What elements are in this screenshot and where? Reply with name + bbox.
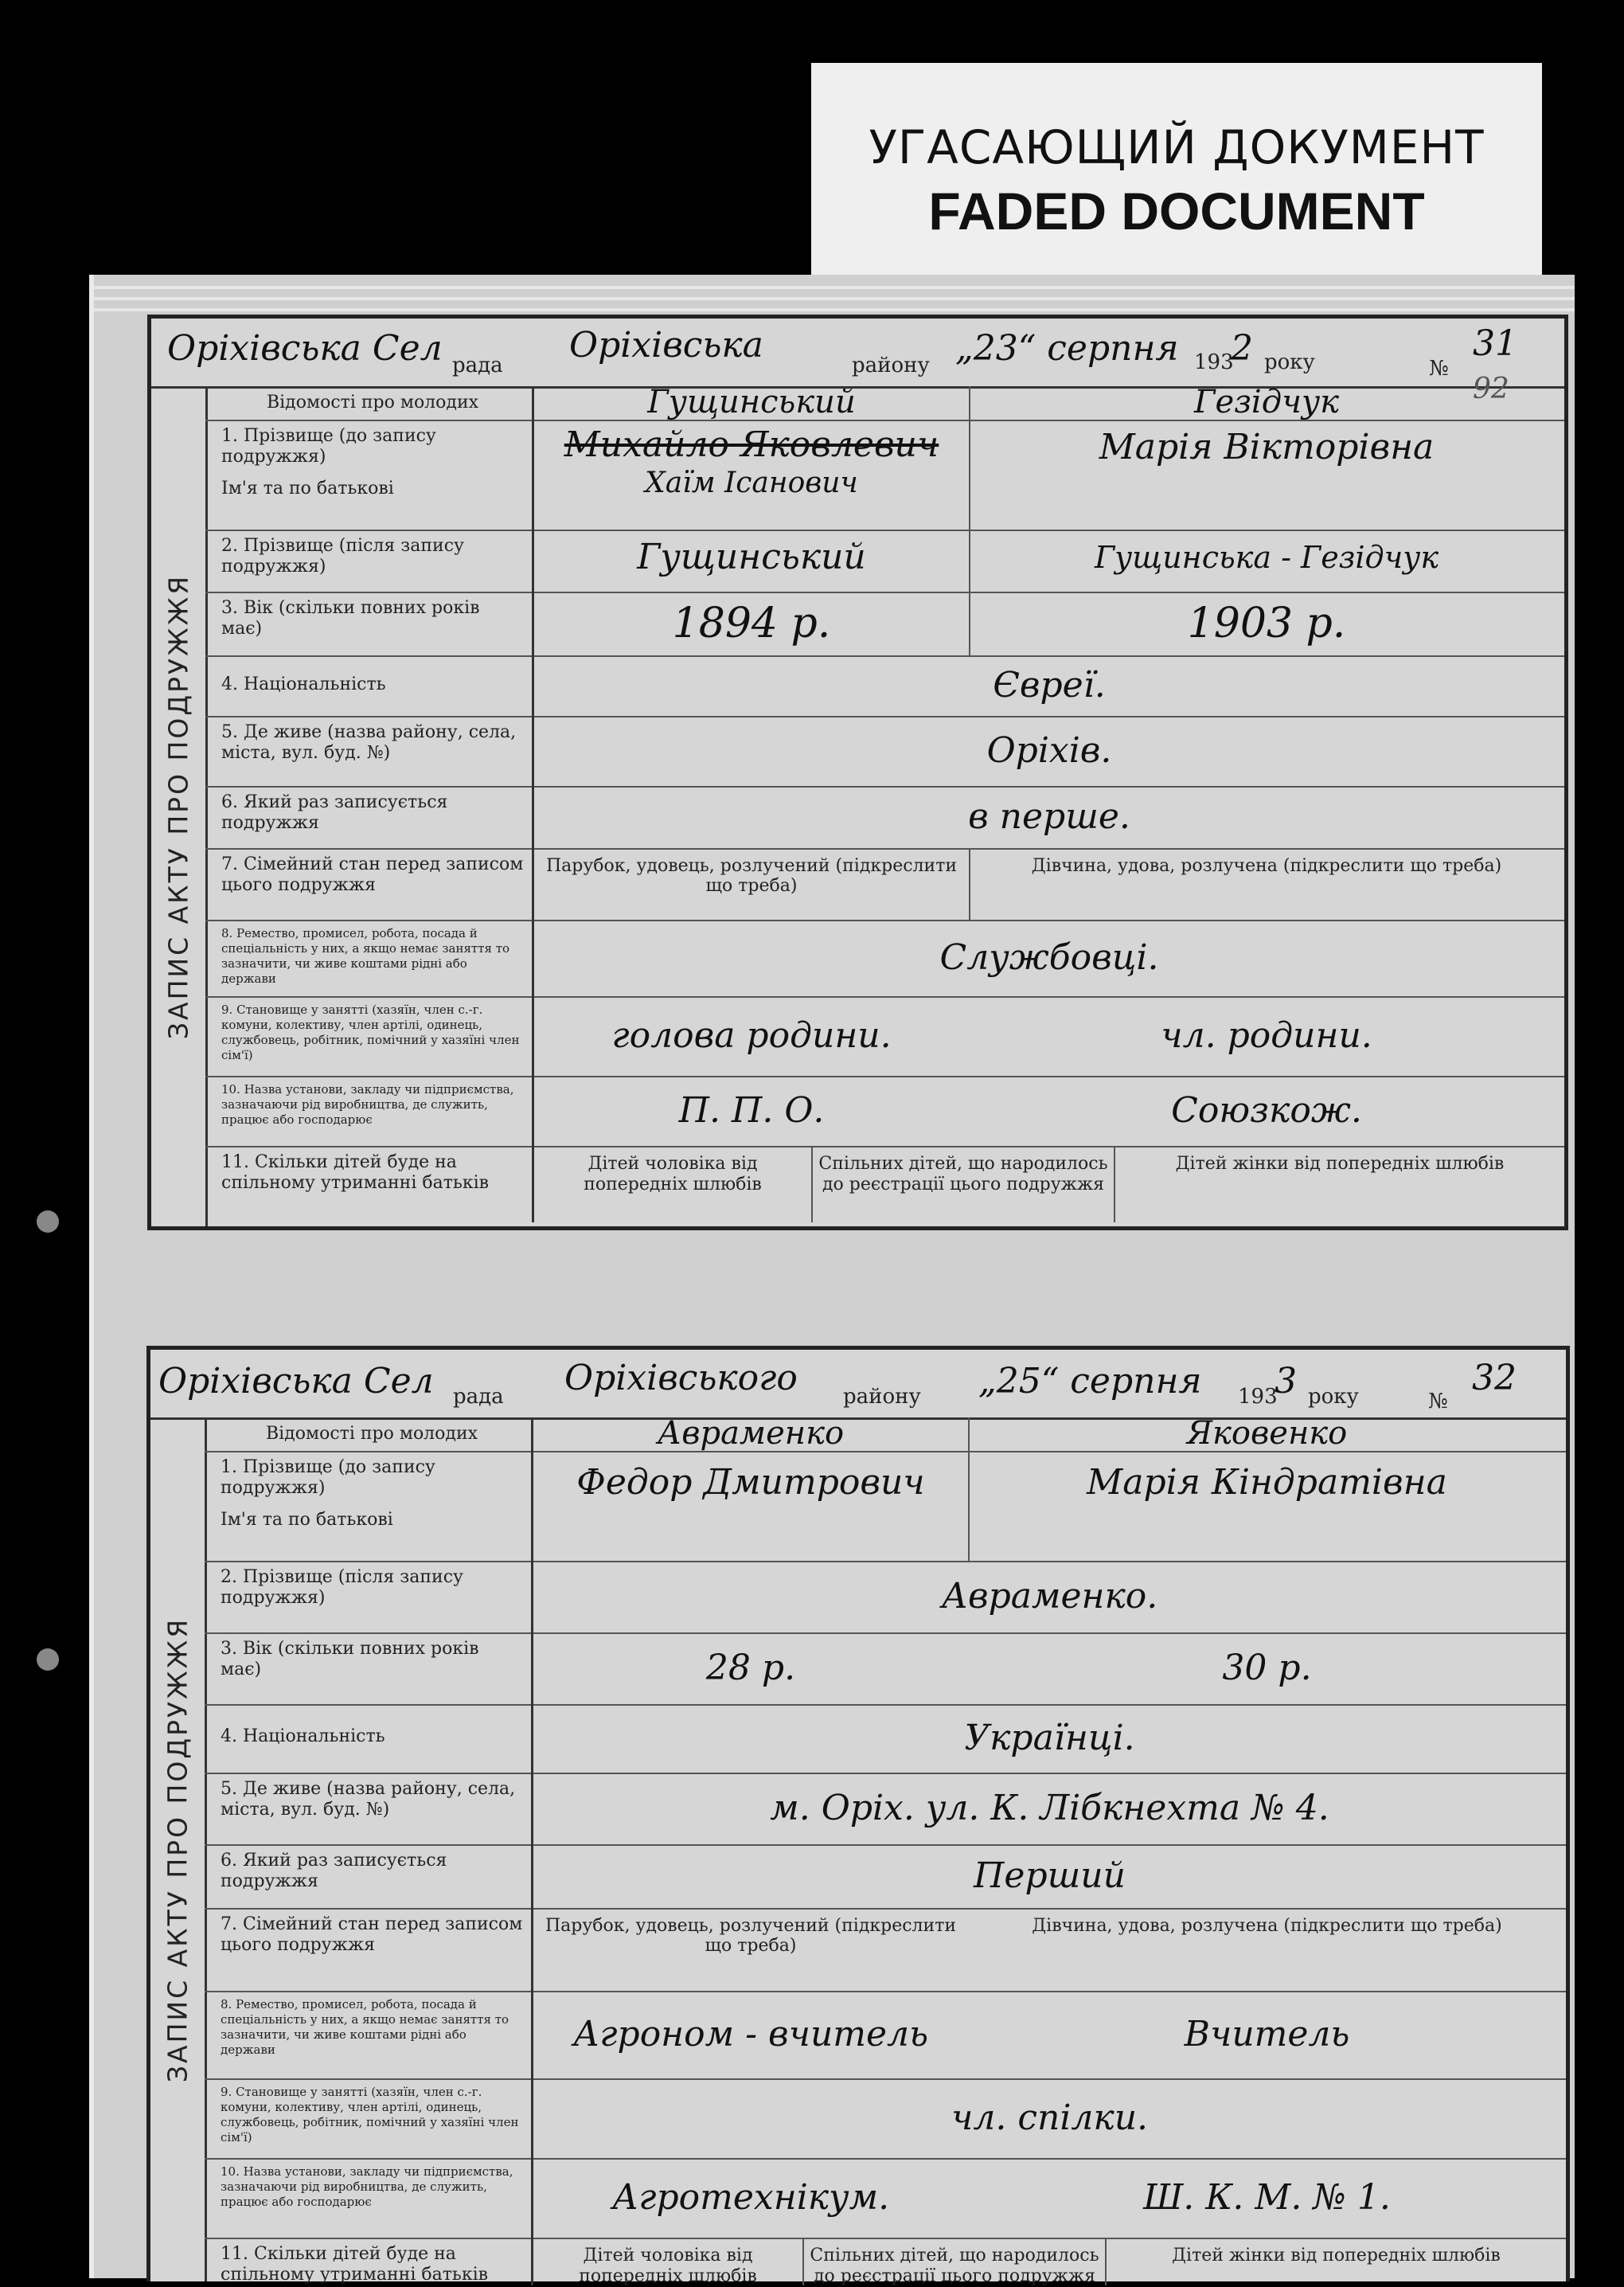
bride-status: Дівчина, удова, розлучена (підкреслити що треба) xyxy=(1031,856,1502,876)
row-2: 2. Прізвище (після запису подружжя) Гущинський Гущинська - Гезідчук xyxy=(205,530,1564,593)
row-10: 10. Назва установи, закладу чи підприємства, зазначаючи рід виробництва, де служить, працює або господарює Агротехнікум. Ш. К. М. № 1. xyxy=(205,2158,1566,2239)
groom-surname: Гущинський xyxy=(534,386,970,420)
marriage-count: в перше. xyxy=(968,796,1130,837)
marriage-count: Перший xyxy=(974,1855,1126,1896)
year-digit: 2 xyxy=(1231,328,1253,369)
bride-surname: Гезідчук xyxy=(1193,384,1340,420)
groom-name: Федор Дмитрович xyxy=(533,1451,970,1561)
row-3: 3. Вік (скільки повних років має) 28 р. 30 р. xyxy=(205,1632,1566,1706)
row-9: 9. Становище у занятті (хазяїн, член с.-г. комуни, колективу, член артілі, одинець, службовець, робітник, помічний у хазяїні член сім'ї) чл. спілки. xyxy=(205,2078,1566,2160)
record-date: „23“ серпня xyxy=(955,328,1179,369)
rada-label: рада xyxy=(452,354,503,377)
row-heading: Відомості про молодих Гущинський Гезідчук xyxy=(205,386,1564,421)
bride-name: Марія Вікторівна xyxy=(1099,427,1435,467)
council-name: Оріхівська Сел xyxy=(158,1361,434,1402)
kids-common: Спільних дітей, що народилось до реєстрації цього подружжя xyxy=(804,2238,1107,2285)
marriage-record-32 xyxy=(146,1346,1570,2286)
punch-hole xyxy=(37,1648,59,1671)
page-edge xyxy=(94,308,1575,311)
kids-wife: Дітей жінки від попередніх шлюбів xyxy=(1172,2246,1501,2265)
record-date: „25“ серпня xyxy=(978,1361,1202,1402)
record-header xyxy=(150,1350,1566,1420)
year-label: року xyxy=(1264,350,1315,374)
groom-name-correction: Хаїм Ісанович xyxy=(645,467,858,499)
surname-after: Авраменко. xyxy=(941,1576,1158,1617)
row-1: 1. Прізвище (до запису подружжя) Ім'я та по батькові Михайло Яковлевич Хаїм Ісанович Марія Вікторівна xyxy=(205,420,1564,531)
raion-name: Оріхівська xyxy=(569,325,763,366)
bride-age: 30 р. xyxy=(1222,1648,1312,1688)
year-label: року xyxy=(1308,1385,1359,1409)
kids-husband: Дітей чоловіка від попередніх шлюбів xyxy=(533,2238,804,2285)
occupation: Службовці. xyxy=(939,937,1159,978)
row-11: 11. Скільки дітей буде на спільному утриманні батьків Дітей чоловіка від попередніх шлюбів Спільних дітей, що народилось до реєстрації цього подружжя Дітей жінки від попередніх шлюбів xyxy=(205,1146,1564,1222)
row-6: 6. Який раз записується подружжя в перше. xyxy=(205,786,1564,850)
row-4: 4. Національність Євреї. xyxy=(205,655,1564,717)
groom-surname-after: Гущинський xyxy=(534,530,970,592)
record-table xyxy=(205,1415,1566,2286)
marriage-record-31 xyxy=(147,315,1568,1230)
groom-name: Михайло Яковлевич xyxy=(564,424,939,465)
row-7: 7. Сімейний стан перед записом цього подружжя Парубок, удовець, розлучений (підкреслити що треба) Дівчина, удова, розлучена (підкреслити що треба) xyxy=(205,1908,1566,1992)
side-label: ЗАПИС АКТУ ПРО ПОДРУЖЖЯ xyxy=(151,386,208,1226)
record-number: 31 xyxy=(1473,323,1517,364)
row-heading: Відомості про молодих Авраменко Яковенко xyxy=(205,1417,1566,1452)
row-3: 3. Вік (скільки повних років має) 1894 р. 1903 р. xyxy=(205,592,1564,657)
raion-name: Оріхівського xyxy=(564,1358,798,1398)
groom-organization: Агротехнікум. xyxy=(611,2177,890,2218)
nationality: Євреї. xyxy=(993,665,1106,706)
row-6: 6. Який раз записується подружжя Перший xyxy=(205,1844,1566,1910)
groom-position: голова родини. xyxy=(611,1015,892,1056)
kids-common: Спільних дітей, що народилось до реєстрації цього подружжя xyxy=(813,1146,1115,1222)
side-label: ЗАПИС АКТУ ПРО ПОДРУЖЖЯ xyxy=(150,1417,207,2281)
page-edge xyxy=(94,297,1575,300)
bride-occupation: Вчитель xyxy=(1184,2014,1350,2054)
bride-age: 1903 р. xyxy=(1187,600,1346,647)
record-table xyxy=(205,386,1564,1226)
year-digit: 3 xyxy=(1275,1361,1297,1402)
row-5: 5. Де живе (назва району, села, міста, вул. буд. №) м. Оріх. ул. К. Лібкнехта № 4. xyxy=(205,1773,1566,1846)
row-8: 8. Ремество, промисел, робота, посада й спеціальність у них, а якщо немає заняття то зазначити, чи живе коштами рідні або держави Службовці. xyxy=(205,920,1564,998)
bride-surname: Яковенко xyxy=(1186,1415,1348,1452)
residence: Оріхів. xyxy=(986,730,1112,771)
nationality: Українці. xyxy=(964,1718,1135,1758)
groom-occupation: Агроном - вчитель xyxy=(572,2014,929,2054)
row-9: 9. Становище у занятті (хазяїн, член с.-г. комуни, колективу, член артілі, одинець, службовець, робітник, помічний у хазяїні член сім'ї) голова родини. чл. родини. xyxy=(205,996,1564,1077)
row-5: 5. Де живе (назва району, села, міста, вул. буд. №) Оріхів. xyxy=(205,716,1564,788)
number-label: № xyxy=(1429,357,1449,381)
row-4: 4. Національність Українці. xyxy=(205,1704,1566,1774)
bride-status: Дівчина, удова, розлучена (підкреслити що треба) xyxy=(1032,1916,1502,1936)
page-edge xyxy=(94,286,1575,289)
punch-hole xyxy=(37,1210,59,1233)
council-name: Оріхівська Сел xyxy=(167,328,443,369)
faded-document-stamp xyxy=(811,63,1542,278)
kids-husband: Дітей чоловіка від попередніх шлюбів xyxy=(534,1146,813,1222)
kids-wife: Дітей жінки від попередніх шлюбів xyxy=(1175,1154,1505,1174)
year-prefix: 193 xyxy=(1238,1385,1278,1409)
record-number: 32 xyxy=(1472,1358,1517,1398)
groom-status: Парубок, удовець, розлучений (підкреслити що треба) xyxy=(534,848,970,920)
groom-surname: Авраменко xyxy=(533,1417,970,1451)
row-8: 8. Ремество, промисел, робота, посада й спеціальність у них, а якщо немає заняття то зазначити, чи живе коштами рідні або держави Агроном - вчитель Вчитель xyxy=(205,1991,1566,2080)
groom-status: Парубок, удовець, розлучений (підкреслити що треба) xyxy=(545,1916,957,1956)
row-10: 10. Назва установи, закладу чи підприємства, зазначаючи рід виробництва, де служить, працює або господарює П. П. О. Союзкож. xyxy=(205,1076,1564,1147)
rada-label: рада xyxy=(453,1385,504,1409)
stamp-line-en: FADED DOCUMENT xyxy=(928,182,1425,240)
raion-label: району xyxy=(852,354,930,377)
groom-age: 1894 р. xyxy=(534,592,970,655)
stamp-line-ru: УГАСАЮЩИЙ ДОКУМЕНТ xyxy=(869,120,1485,174)
number-label: № xyxy=(1428,1390,1448,1413)
bride-name: Марія Кіндратівна xyxy=(1087,1462,1447,1503)
bride-organization: Ш. К. М. № 1. xyxy=(1143,2177,1391,2218)
bride-organization: Союзкож. xyxy=(1171,1090,1362,1131)
groom-age: 28 р. xyxy=(705,1648,796,1688)
groom-organization: П. П. О. xyxy=(678,1090,825,1131)
record-number-secondary: 92 xyxy=(1473,373,1509,405)
residence: м. Оріх. ул. К. Лібкнехта № 4. xyxy=(770,1788,1329,1828)
year-prefix: 193 xyxy=(1194,350,1234,374)
position: чл. спілки. xyxy=(951,2097,1149,2138)
row-1: 1. Прізвище (до запису подружжя) Ім'я та по батькові Федор Дмитрович Марія Кіндратівна xyxy=(205,1451,1566,1562)
row-7: 7. Сімейний стан перед записом цього подружжя Парубок, удовець, розлучений (підкреслити що треба) Дівчина, удова, розлучена (підкреслити що треба) xyxy=(205,848,1564,921)
bride-position: чл. родини. xyxy=(1161,1015,1372,1056)
bride-surname-after: Гущинська - Гезідчук xyxy=(1094,540,1439,575)
row-11: 11. Скільки дітей буде на спільному утриманні батьків Дітей чоловіка від попередніх шлюбів Спільних дітей, що народилось до реєстрації цього подружжя Дітей жінки від попередніх шлюбів xyxy=(205,2238,1566,2285)
row-2: 2. Прізвище (після запису подружжя) Авраменко. xyxy=(205,1561,1566,1634)
raion-label: району xyxy=(843,1385,921,1409)
